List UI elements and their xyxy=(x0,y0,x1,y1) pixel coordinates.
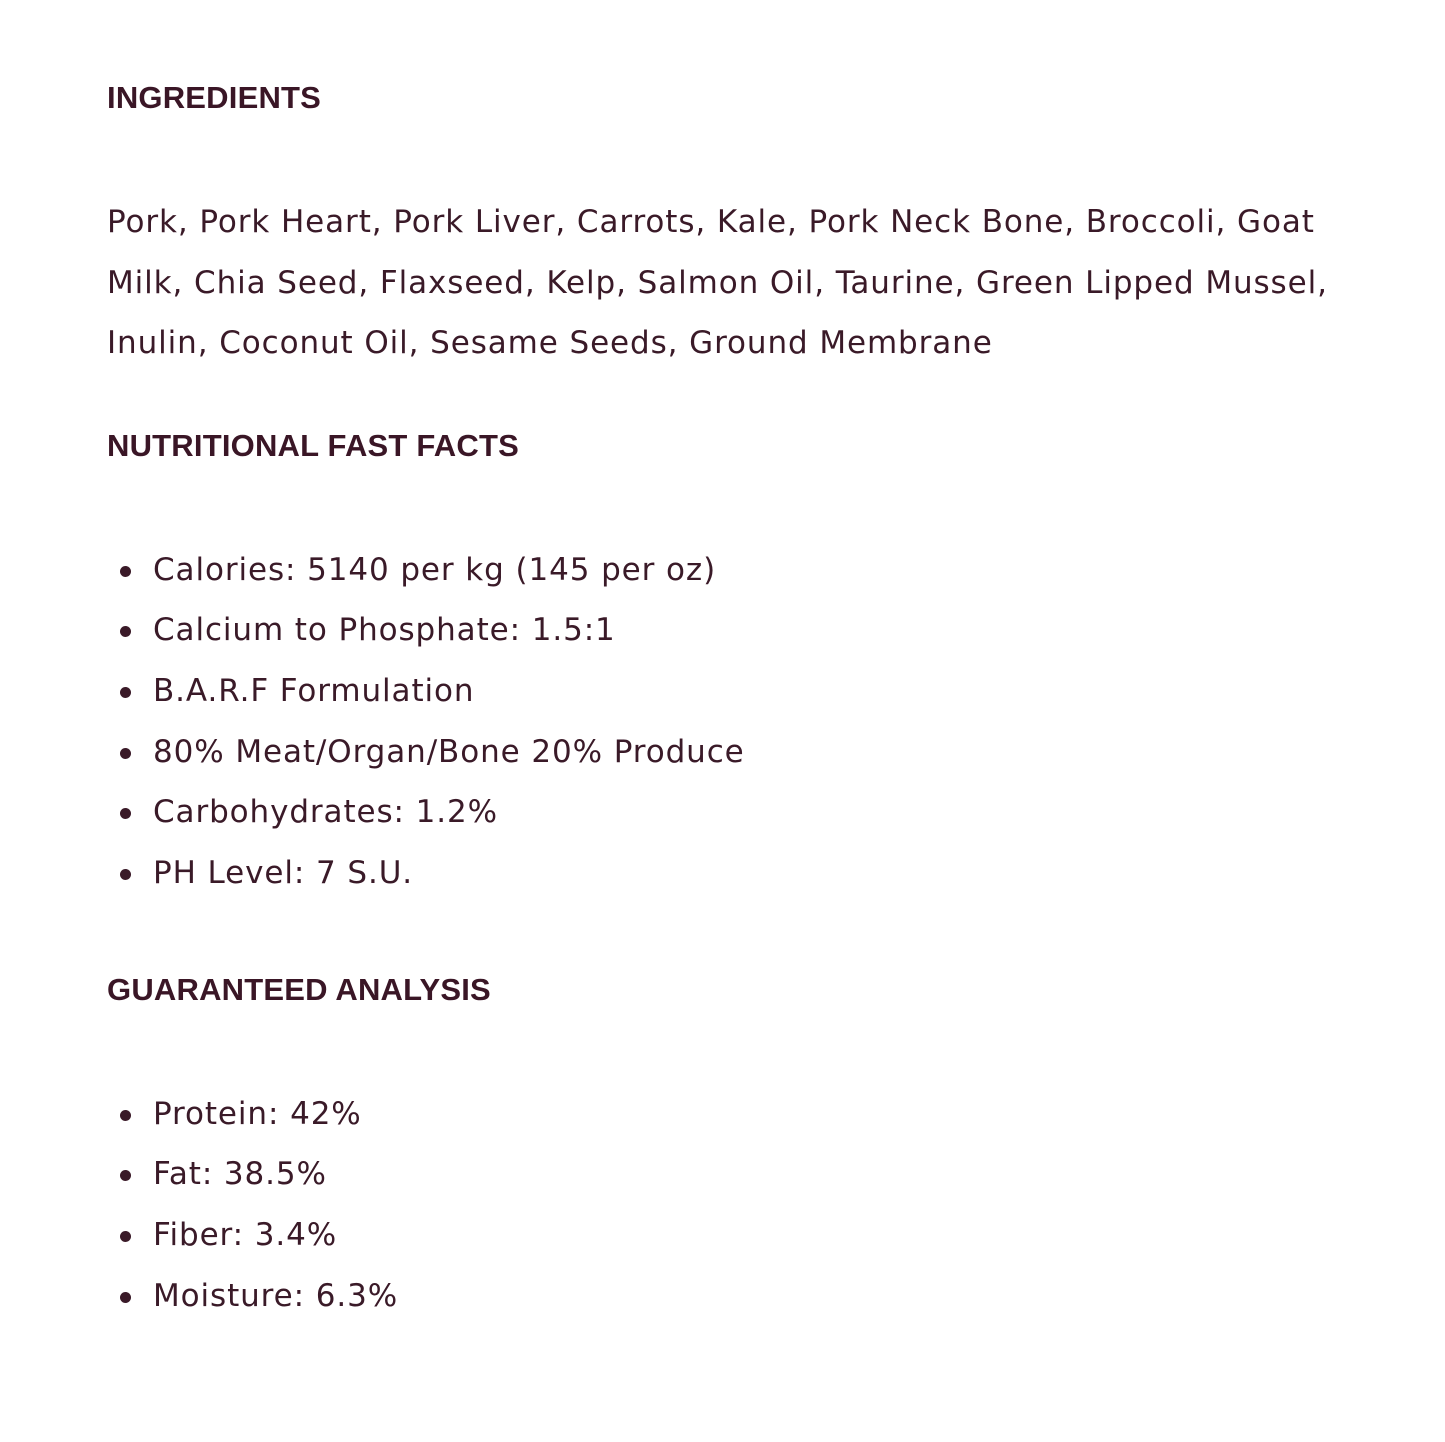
bullet-icon xyxy=(120,748,131,759)
bullet-icon xyxy=(120,1292,131,1303)
list-item xyxy=(107,661,1367,722)
list-item-text: Fat: 38.5% xyxy=(153,1156,327,1193)
list-item-text: Carbohydrates: 1.2% xyxy=(153,794,498,831)
bullet-icon xyxy=(120,1231,131,1242)
guaranteed-analysis-heading: GUARANTEED ANALYSIS xyxy=(107,971,491,1007)
bullet-icon xyxy=(120,687,131,698)
list-item-text: Calories: 5140 per kg (145 per oz) xyxy=(153,551,717,588)
guaranteed-analysis-list xyxy=(107,1084,1367,1327)
ingredients-text: Pork, Pork Heart, Pork Liver, Carrots, Kale, Pork Neck Bone, Broccoli, Goat Milk, Chia Seed, Flaxseed, Kelp, Salmon Oil, Taurine, Green Lipped Mussel, Inulin, Coconut Oil, Sesame Seeds, Ground Membrane xyxy=(107,204,1328,361)
bullet-icon xyxy=(120,566,131,577)
list-item xyxy=(107,540,1367,601)
list-item xyxy=(107,1205,1367,1266)
list-item xyxy=(107,782,1367,843)
bullet-icon xyxy=(120,1170,131,1181)
bullet-icon xyxy=(120,869,131,880)
list-item-text: 80% Meat/Organ/Bone 20% Produce xyxy=(153,733,745,770)
product-info xyxy=(107,78,1367,1327)
bullet-icon xyxy=(120,808,131,819)
list-item-text: B.A.R.F Formulation xyxy=(153,672,475,709)
list-item xyxy=(107,600,1367,661)
ingredients-heading: INGREDIENTS xyxy=(107,80,322,115)
list-item-text: Moisture: 6.3% xyxy=(153,1277,399,1314)
list-item xyxy=(107,722,1367,783)
list-item xyxy=(107,1084,1367,1145)
bullet-icon xyxy=(120,1110,131,1121)
list-item-text: PH Level: 7 S.U. xyxy=(153,855,414,892)
list-item-text: Protein: 42% xyxy=(153,1095,362,1132)
list-item xyxy=(107,843,1367,904)
list-item xyxy=(107,1266,1367,1327)
nutritional-fast-facts-list xyxy=(107,540,1367,904)
list-item-text: Fiber: 3.4% xyxy=(153,1217,338,1254)
list-item xyxy=(107,1144,1367,1205)
list-item-text: Calcium to Phosphate: 1.5:1 xyxy=(153,612,616,649)
nutritional-fast-facts-heading: NUTRITIONAL FAST FACTS xyxy=(107,427,519,463)
bullet-icon xyxy=(120,626,131,637)
